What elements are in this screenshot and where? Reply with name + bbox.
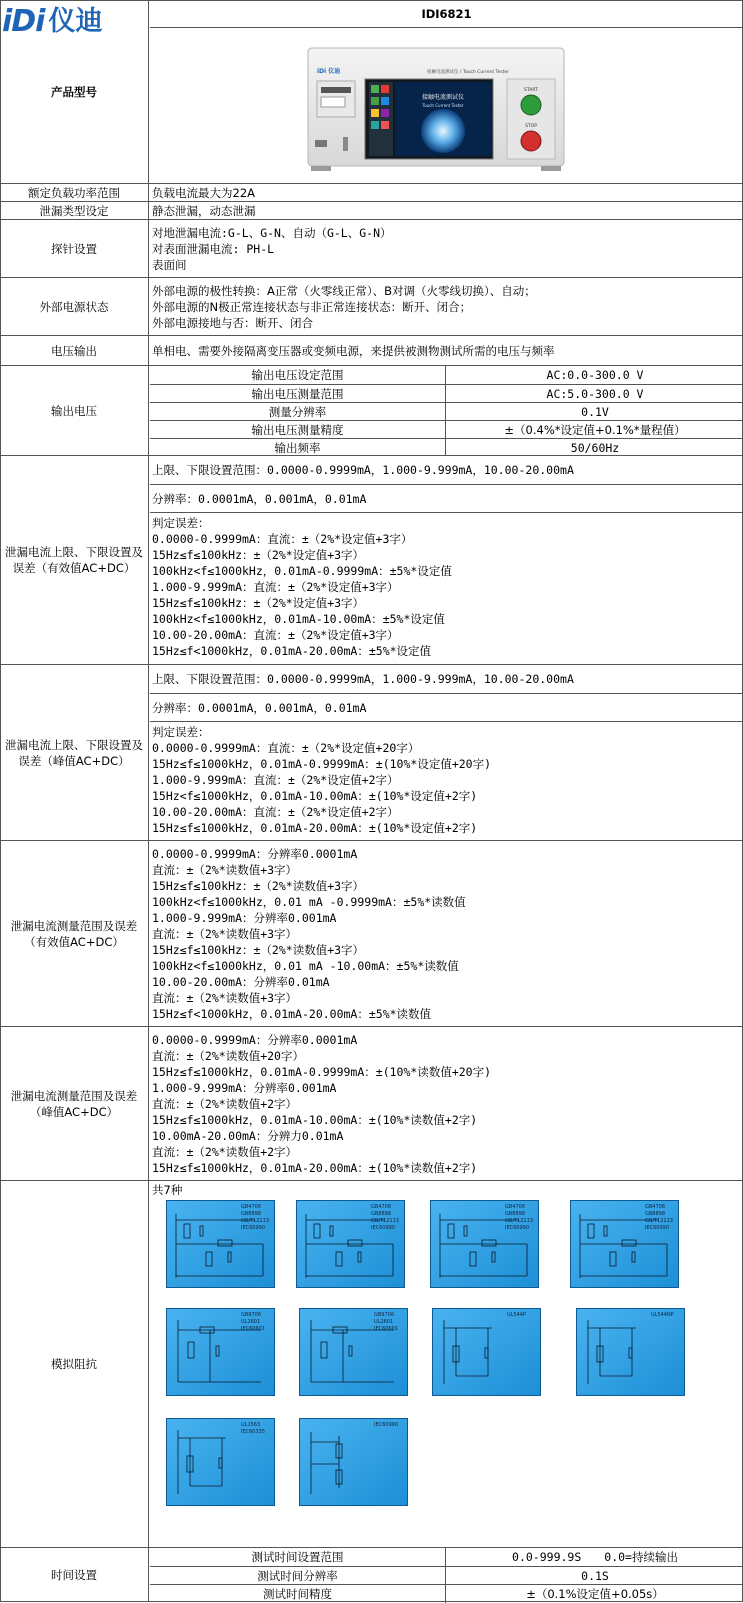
- ov-value: 0.1V: [581, 404, 609, 419]
- ext-power-value: [150, 278, 743, 335]
- circuit-standard: IEC60335: [241, 1429, 266, 1435]
- circuit-standard: GB8898: [505, 1211, 526, 1217]
- peak-meas-line: 10.00mA-20.00mA：分辨力0.01mA: [152, 1128, 344, 1143]
- time-value: 0.1S: [581, 1568, 609, 1583]
- time-subrow: [150, 1548, 743, 1566]
- probe-line: 对地泄漏电流:G-L、G-N、自动（G-L、G-N）: [152, 225, 392, 240]
- voltage-out-value: [150, 336, 743, 365]
- screen-title: 接触电流测试仪: [421, 94, 465, 101]
- circuit-standard: IEC60990: [371, 1225, 396, 1231]
- rms-meas-line: 15Hz≤f≤100kHz：±（2%*读数值+3字）: [152, 942, 365, 957]
- peak-limit-error: [150, 721, 743, 841]
- circuit-standard: UL544P: [507, 1312, 527, 1318]
- peak-measure-label: 泄漏电流测量范围及误差（峰值AC+DC）: [0, 1027, 149, 1180]
- impedance-circuit-diagram: [576, 1308, 685, 1396]
- rms-err-line: 0.0000-0.9999mA：直流：±（2%*设定值+3字）: [152, 532, 413, 546]
- ext-power-line: 外部电源接地与否：断开、闭合: [152, 315, 313, 330]
- circuit-standard: GB/T12113: [505, 1218, 533, 1224]
- circuit-standard: GB4706: [645, 1204, 666, 1210]
- impedance-circuit-diagram: [166, 1200, 275, 1288]
- impedance-circuit-diagram: [299, 1418, 408, 1506]
- device-brand: iDi 仪迪: [317, 68, 341, 75]
- probe-line: 对表面泄漏电流: PH-L: [152, 241, 275, 256]
- peak-res-text: 分辨率：0.0001mA，0.001mA，0.01mA: [152, 700, 367, 715]
- model-value: IDI6821: [150, 0, 743, 28]
- voltage-out-label: 电压输出: [0, 336, 149, 365]
- rms-err-line: 15Hz≤f≤100kHz：±（2%*设定值+3字）: [152, 596, 365, 610]
- rms-limit-range: [150, 456, 743, 484]
- model-label: 产品型号: [51, 84, 97, 99]
- model-row: [0, 0, 743, 183]
- peak-limit-range: [150, 665, 743, 693]
- circuit-standard: UL544NP: [651, 1312, 674, 1318]
- time-key: 测试时间分辨率: [150, 1567, 446, 1584]
- ov-value: AC:5.0-300.0 V: [546, 386, 644, 401]
- peak-measure-value: [150, 1027, 743, 1180]
- peak-limit-label: 泄漏电流上限、下限设置及误差（峰值AC+DC）: [0, 665, 149, 840]
- rms-range-text: 上限、下限设置范围：0.0000-0.9999mA，1.000-9.999mA，10.00-20.00mA: [152, 463, 574, 477]
- rms-meas-line: 100kHz<f≤1000kHz，0.01 mA -10.00mA：±5%*读数值: [152, 958, 459, 973]
- circuit-standard: GB8898: [645, 1211, 666, 1217]
- impedance-label: 模拟阻抗: [0, 1181, 149, 1547]
- peak-meas-line: 直流：±（2%*读数值+20字）: [152, 1048, 304, 1063]
- peak-measure-row: [0, 1026, 743, 1180]
- leak-type-text: 静态泄漏，动态泄漏: [152, 203, 256, 218]
- impedance-circuit-diagram: [166, 1418, 275, 1506]
- time-value: ±（0.1%设定值+0.05s）: [526, 1587, 664, 1601]
- peak-meas-line: 15Hz≤f≤1000kHz，0.01mA-10.00mA：±(10%*读数值+2字): [152, 1112, 478, 1127]
- circuit-standard: GB9706: [241, 1312, 262, 1318]
- leak-type-row: [0, 201, 743, 219]
- rms-meas-line: 15Hz≤f<1000kHz，0.01mA-20.00mA：±5%*读数值: [152, 1006, 432, 1021]
- rms-meas-line: 直流：±（2%*读数值+3字）: [152, 990, 298, 1005]
- circuit-standard: GB8898: [371, 1211, 392, 1217]
- time-key: 测试时间精度: [150, 1585, 446, 1603]
- rms-err-line: 判定误差：: [152, 516, 210, 530]
- time-label: 时间设置: [0, 1548, 149, 1602]
- circuit-standard: IEC60990: [241, 1225, 266, 1231]
- circuit-standard: GB4706: [371, 1204, 392, 1210]
- rated-load-value: [150, 184, 743, 201]
- ov-key: 输出电压设定范围: [150, 366, 446, 384]
- probe-label: 探针设置: [0, 220, 149, 277]
- probe-row: [0, 219, 743, 277]
- device-panel-title: 接触电流测试仪 / Touch Current Tester: [427, 70, 510, 75]
- logo-cn: 仪迪: [48, 6, 103, 37]
- probe-value: [150, 220, 743, 277]
- ov-subrow: [150, 384, 743, 402]
- rms-limit-row: [0, 455, 743, 664]
- circuit-standard: UL1563: [241, 1422, 261, 1428]
- impedance-circuit-diagram: [166, 1308, 275, 1396]
- rms-err-line: 10.00-20.00mA：直流：±（2%*设定值+3字）: [152, 628, 399, 642]
- peak-err-line: 0.0000-0.9999mA：直流：±（2%*设定值+20字）: [152, 741, 420, 755]
- ov-key: 测量分辨率: [150, 403, 446, 420]
- ov-subrow: [150, 438, 743, 456]
- start-label: START: [524, 88, 538, 93]
- rms-err-line: 1.000-9.999mA：直流：±（2%*设定值+3字）: [152, 580, 399, 594]
- circuit-standard: IEC60990: [374, 1422, 399, 1428]
- time-value: 0.0-999.9S 0.0=持续输出: [512, 1550, 678, 1564]
- logo-text: iDi: [2, 4, 45, 39]
- ext-power-label: 外部电源状态: [0, 278, 149, 335]
- rms-meas-line: 10.00-20.00mA：分辨率0.01mA: [152, 974, 330, 989]
- time-row: [0, 1547, 743, 1602]
- rms-err-line: 100kHz<f≤1000kHz，0.01mA-10.00mA：±5%*设定值: [152, 612, 445, 626]
- circuit-standard: GB4706: [241, 1204, 262, 1210]
- circuit-standard: GB/T12113: [645, 1218, 673, 1224]
- impedance-circuit-diagram: [299, 1308, 408, 1396]
- peak-range-text: 上限、下限设置范围：0.0000-0.9999mA，1.000-9.999mA，10.00-20.00mA: [152, 672, 574, 686]
- rated-load-text: 负载电流最大为22A: [152, 185, 255, 200]
- ov-value: ±（0.4%*设定值+0.1%*量程值）: [504, 422, 686, 437]
- impedance-circuit-diagram: [432, 1308, 541, 1396]
- peak-err-line: 10.00-20.00mA：直流：±（2%*设定值+2字）: [152, 805, 399, 819]
- rms-err-line: 100kHz<f≤1000kHz，0.01mA-0.9999mA：±5%*设定值: [152, 564, 452, 578]
- rms-err-line: 15Hz≤f≤100kHz：±（2%*设定值+3字）: [152, 548, 365, 562]
- peak-limit-resolution: [150, 693, 743, 721]
- rms-res-text: 分辨率：0.0001mA，0.001mA，0.01mA: [152, 491, 367, 506]
- peak-limit-row: [0, 664, 743, 840]
- peak-meas-line: 15Hz≤f≤1000kHz，0.01mA-20.00mA：±(10%*读数值+2字): [152, 1160, 478, 1175]
- leak-type-value: [150, 202, 743, 219]
- circuit-standard: IEC60601: [241, 1326, 266, 1332]
- impedance-circuit-diagram: [430, 1200, 539, 1288]
- ext-power-line: 外部电源的极性转换：A正常（火零线正常）、B对调（火零线切换）、自动；: [152, 283, 536, 298]
- device-photo: [307, 47, 565, 172]
- time-subrow: [150, 1566, 743, 1584]
- circuit-standard: GB/T12113: [371, 1218, 399, 1224]
- rms-limit-label: 泄漏电流上限、下限设置及误差（有效值AC+DC）: [0, 456, 149, 664]
- output-voltage-label: 输出电压: [0, 366, 149, 455]
- rms-err-line: 15Hz≤f<1000kHz，0.01mA-20.00mA：±5%*设定值: [152, 644, 432, 658]
- rms-meas-line: 0.0000-0.9999mA：分辨率0.0001mA: [152, 846, 358, 861]
- voltage-out-row: [0, 335, 743, 365]
- circuit-standard: IEC60601: [374, 1326, 399, 1332]
- circuit-standard: GB/T12113: [241, 1218, 269, 1224]
- rated-load-row: [0, 183, 743, 201]
- rms-meas-line: 15Hz≤f≤100kHz：±（2%*读数值+3字）: [152, 878, 365, 893]
- ext-power-line: 外部电源的N极正常连接状态与非正常连接状态：断开、闭合；: [152, 299, 472, 314]
- peak-err-line: 15Hz≤f≤1000kHz，0.01mA-0.9999mA：±(10%*设定值+20字): [152, 757, 492, 771]
- peak-meas-line: 0.0000-0.9999mA：分辨率0.0001mA: [152, 1032, 358, 1047]
- ov-subrow: [150, 366, 743, 384]
- time-subrow: [150, 1584, 743, 1603]
- impedance-row: [0, 1180, 743, 1547]
- ov-value: 50/60Hz: [570, 440, 620, 455]
- impedance-circuit-diagram: [570, 1200, 679, 1288]
- circuit-standard: UL2601: [374, 1319, 394, 1325]
- screen-sub: Touch Current Tester: [422, 103, 464, 108]
- peak-err-line: 15Hz≤f≤1000kHz，0.01mA-20.00mA：±(10%*设定值+2字): [152, 821, 478, 835]
- rms-limit-resolution: [150, 484, 743, 512]
- peak-meas-line: 直流：±（2%*读数值+2字）: [152, 1144, 298, 1159]
- ov-key: 输出电压测量范围: [150, 385, 446, 402]
- time-key: 测试时间设置范围: [150, 1548, 446, 1566]
- idi-logo: [2, 2, 148, 42]
- circuit-standard: IEC60990: [505, 1225, 530, 1231]
- rms-meas-line: 100kHz<f≤1000kHz，0.01 mA -0.9999mA：±5%*读数值: [152, 894, 466, 909]
- rms-measure-row: [0, 840, 743, 1026]
- circuit-standard: IEC60990: [645, 1225, 670, 1231]
- leak-type-label: 泄漏类型设定: [0, 202, 149, 219]
- output-voltage-row: [0, 365, 743, 455]
- rms-measure-value: [150, 841, 743, 1026]
- rms-meas-line: 直流：±（2%*读数值+3字）: [152, 862, 298, 877]
- circuit-standard: GB9706: [374, 1312, 395, 1318]
- ov-subrow: [150, 420, 743, 438]
- ov-key: 输出电压测量精度: [150, 421, 446, 438]
- peak-err-line: 1.000-9.999mA：直流：±（2%*设定值+2字）: [152, 773, 399, 787]
- circuit-standard: GB8898: [241, 1211, 262, 1217]
- impedance-count: 共7种: [152, 1183, 183, 1197]
- probe-line: 表面间: [152, 257, 187, 272]
- stop-label: STOP: [525, 124, 537, 129]
- peak-meas-line: 直流：±（2%*读数值+2字）: [152, 1096, 298, 1111]
- impedance-circuit-diagram: [296, 1200, 405, 1288]
- peak-meas-line: 15Hz≤f≤1000kHz，0.01mA-0.9999mA：±(10%*读数值+20字): [152, 1064, 492, 1079]
- ov-key: 输出频率: [150, 439, 446, 456]
- ov-subrow: [150, 402, 743, 420]
- rms-measure-label: 泄漏电流测量范围及误差（有效值AC+DC）: [0, 841, 149, 1026]
- ov-value: AC:0.0-300.0 V: [546, 368, 644, 382]
- peak-err-line: 15Hz<f≤1000kHz，0.01mA-10.00mA：±(10%*设定值+2字): [152, 789, 478, 803]
- circuit-standard: GB4706: [505, 1204, 526, 1210]
- rms-meas-line: 1.000-9.999mA：分辨率0.001mA: [152, 910, 337, 925]
- model-label-cell: [0, 0, 149, 183]
- peak-err-line: 判定误差：: [152, 725, 210, 739]
- voltage-out-text: 单相电、需要外接隔离变压器或变频电源，来提供被测物测试所需的电压与频率: [152, 343, 555, 358]
- ext-power-row: [0, 277, 743, 335]
- peak-meas-line: 1.000-9.999mA：分辨率0.001mA: [152, 1080, 337, 1095]
- circuit-standard: UL2601: [241, 1319, 261, 1325]
- rms-limit-error: [150, 512, 743, 665]
- rated-load-label: 额定负载功率范围: [0, 184, 149, 201]
- rms-meas-line: 直流：±（2%*读数值+3字）: [152, 926, 298, 941]
